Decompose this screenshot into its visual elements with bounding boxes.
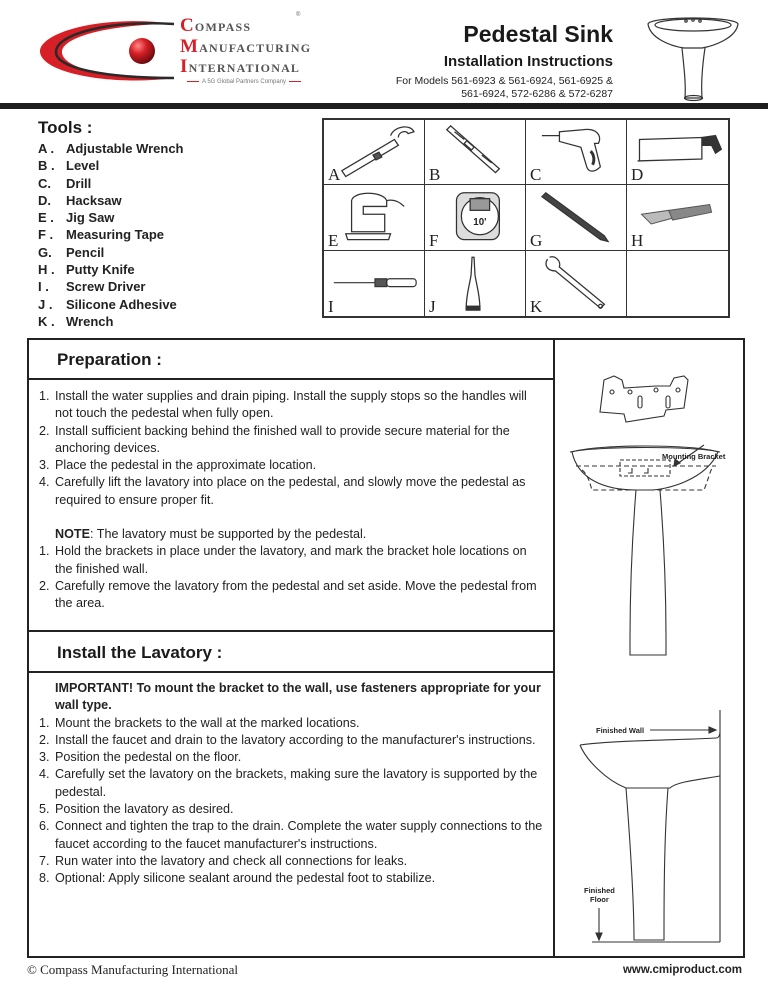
install-step: 1. Mount the brackets to the wall at the marked locations. <box>39 715 360 730</box>
mounting-bracket-label: Mounting Bracket <box>662 452 726 461</box>
document-title: Pedestal Sink <box>463 21 613 47</box>
install-step: 7. Run water into the lavatory and check all connections for leaks. <box>39 853 408 868</box>
pedestal-sink-icon <box>644 8 742 102</box>
measuring-tape-icon <box>425 185 525 249</box>
preparation-steps <box>39 388 545 509</box>
install-step: 3. Position the pedestal on the floor. <box>39 750 242 765</box>
mounting-bracket-icon <box>600 376 688 422</box>
tool-cell-letter: E <box>328 230 339 250</box>
document-subtitle: Installation Instructions <box>443 53 613 70</box>
model-numbers-line-2: 561-6924, 572-6286 & 572-6287 <box>461 88 613 100</box>
tool-item: B . Level <box>38 158 100 174</box>
tool-cell-letter: I <box>328 297 334 316</box>
finished-wall-label: Finished Wall <box>596 726 645 735</box>
jig-saw-icon <box>324 185 424 249</box>
tool-cell-g <box>526 185 627 250</box>
tools-heading: Tools : <box>38 118 93 137</box>
tool-item: K . Wrench <box>38 313 114 329</box>
preparation-note <box>39 526 545 612</box>
tool-cell-k <box>526 251 627 316</box>
install-step: 2. Install the faucet and drain to the lavatory according to the manufacturer's instructions. <box>39 732 536 747</box>
logo-line-manufacturing: MANUFACTURING <box>180 36 312 57</box>
company-logo <box>34 14 312 92</box>
sink-side-view-icon <box>580 710 720 942</box>
install-steps <box>39 680 545 888</box>
tool-item: G. Pencil <box>38 244 105 260</box>
diagram-column <box>556 340 742 956</box>
tool-cell-letter: H <box>631 230 644 250</box>
tool-cell-i <box>324 251 425 316</box>
tool-item: A . Adjustable Wrench <box>38 141 184 156</box>
preparation-step: 2. Install sufficient backing behind the finished wall to provide secure material for the anchoring devices. <box>39 423 510 455</box>
registered-mark: ® <box>296 12 301 18</box>
tool-cell-empty <box>627 251 728 316</box>
install-step: 8. Optional: Apply silicone sealant around the pedestal foot to stabilize. <box>39 871 436 886</box>
tape-length-label: 10' <box>473 217 487 229</box>
installation-diagrams <box>556 340 742 955</box>
tools-illustration-grid <box>322 118 730 318</box>
tool-cell-j <box>425 251 526 316</box>
install-title: Install the Lavatory : <box>57 643 223 662</box>
tool-cell-c <box>526 120 627 185</box>
spacer <box>39 509 545 526</box>
tool-item: H . Putty Knife <box>38 262 135 278</box>
website-link[interactable]: www.cmiproduct.com <box>622 964 742 976</box>
screwdriver-icon <box>324 251 424 316</box>
tool-cell-letter: K <box>530 297 543 316</box>
tool-cell-letter: F <box>429 230 439 250</box>
tool-cell-letter: D <box>631 165 644 185</box>
tool-cell-letter: G <box>530 230 543 250</box>
tool-cell-a <box>324 120 425 185</box>
tool-item: E . Jig Saw <box>38 210 115 226</box>
preparation-title: Preparation : <box>57 350 162 369</box>
silicone-tube-icon <box>425 251 525 316</box>
tool-item: C. Drill <box>38 175 92 191</box>
preparation-step: 4. Carefully lift the lavatory into place on the pedestal, and slowly move the pedestal as required to ensure proper fit. <box>39 475 526 507</box>
tool-cell-d <box>627 120 728 185</box>
install-step: 6. Connect and tighten the trap to the drain. Complete the water supply connections to the faucet according to the faucet manufacturer's instructions. <box>39 819 543 851</box>
note-line: NOTE: The lavatory must be supported by the pedestal. <box>55 527 367 542</box>
note-step: 2. Carefully remove the lavatory from the pedestal and set aside. Move the pedestal from the area. <box>39 578 537 611</box>
finished-floor-label: Finished Floor <box>584 886 615 904</box>
sink-front-view-icon <box>570 446 720 655</box>
tool-cell-e <box>324 185 425 250</box>
copyright-notice: © Compass Manufacturing International <box>27 962 238 977</box>
important-notice: IMPORTANT! To mount the bracket to the wall, use fasteners appropriate for your wall type. <box>55 681 541 713</box>
tool-cell-letter: B <box>429 165 441 185</box>
tool-item: F . Measuring Tape <box>38 227 165 243</box>
logo-line-international: INTERNATIONAL <box>180 56 301 77</box>
logo-swoosh-icon <box>34 14 184 90</box>
tool-cell-letter: A <box>328 165 341 185</box>
install-step: 5. Position the lavatory as desired. <box>39 802 234 817</box>
instructions-text-column <box>29 340 555 956</box>
logo-tagline: A 5G Global Partners Company <box>184 78 304 87</box>
preparation-body <box>39 388 545 613</box>
tool-item: I . Screw Driver <box>38 279 146 295</box>
tool-cell-h <box>627 185 728 250</box>
tools-list <box>38 140 184 330</box>
preparation-step: 1. Install the water supplies and drain piping. Install the supply stops so the handles will not touch the pedestal when fully open. <box>39 389 527 421</box>
instructions-box <box>27 338 745 958</box>
preparation-header <box>29 340 553 380</box>
install-header <box>29 630 553 673</box>
tool-cell-letter: J <box>429 297 436 316</box>
tool-cell-f <box>425 185 526 250</box>
model-numbers-line-1: For Models 561-6923 & 561-6924, 561-6925 & <box>395 75 613 87</box>
logo-line-compass: COMPASS <box>180 15 252 36</box>
install-step: 4. Carefully set the lavatory on the brackets, making sure the lavatory is supported by the pedestal. <box>39 767 538 799</box>
tool-cell-b <box>425 120 526 185</box>
tool-item: J . Silicone Adhesive <box>38 296 177 312</box>
header-divider <box>0 103 768 109</box>
note-label: NOTE <box>55 527 90 542</box>
model-numbers <box>396 75 613 101</box>
note-step: 1. Hold the brackets in place under the lavatory, and mark the bracket hole locations on the finished wall. <box>39 544 527 576</box>
tool-cell-letter: C <box>530 165 542 185</box>
preparation-step: 3. Place the pedestal in the approximate location. <box>39 458 317 473</box>
tool-item: D. Hacksaw <box>38 192 122 208</box>
